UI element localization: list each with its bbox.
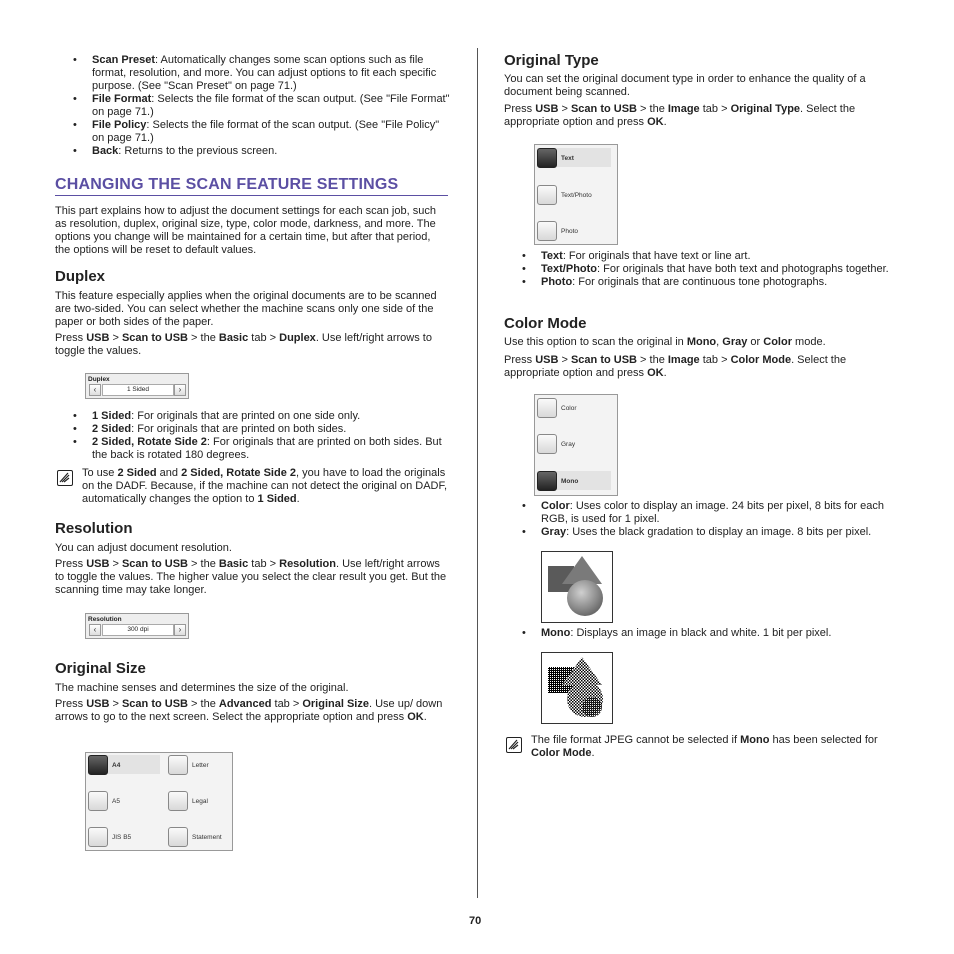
original-type-panel xyxy=(534,144,618,245)
option-statement-button[interactable] xyxy=(168,827,188,847)
option-mono-button[interactable] xyxy=(537,471,557,491)
duplex-options-list xyxy=(55,410,450,462)
list-item: • 2 Sided: For originals that are printed on both sides. xyxy=(55,423,450,436)
option-color-label: Color xyxy=(561,405,577,412)
original-size-instructions: Press USB > Scan to USB > the Advanced tab > Original Size. Use up/ down arrows to go to the next screen. Select the appropriate option and press OK. xyxy=(55,698,443,723)
right-arrow-button[interactable]: › xyxy=(174,384,186,396)
section-title: CHANGING THE SCAN FEATURE SETTINGS xyxy=(55,176,448,196)
option-letter-button[interactable] xyxy=(168,755,188,775)
list-item: • 1 Sided: For originals that are printed on one side only. xyxy=(55,410,450,423)
original-size-description: The machine senses and determines the size of the original. xyxy=(55,682,349,694)
list-item: • Back: Returns to the previous screen. xyxy=(55,145,450,158)
color-mode-panel xyxy=(534,394,618,496)
option-statement-label: Statement xyxy=(192,834,222,841)
original-type-description: You can set the original document type in order to enhance the quality of a document being scanned. xyxy=(504,73,866,98)
list-item: • Gray: Uses the black gradation to display an image. 8 bits per pixel. xyxy=(504,526,899,539)
option-gray-button[interactable] xyxy=(537,434,557,454)
resolution-description: You can adjust document resolution. xyxy=(55,542,232,554)
list-item: • Scan Preset: Automatically changes some scan options such as file format, resolution, and more. You can adjust options to fit each specific purpose. (See "Scan Preset" on page 71.) xyxy=(55,54,450,93)
option-color-button[interactable] xyxy=(537,398,557,418)
option-a5-button[interactable] xyxy=(88,791,108,811)
scan-options-list xyxy=(55,54,450,158)
option-photo-label: Photo xyxy=(561,228,578,235)
duplex-heading: Duplex xyxy=(55,268,106,285)
duplex-spinner xyxy=(85,373,189,399)
list-item: • Color: Uses color to display an image. 24 bits per pixel, 8 bits for each RGB, is used for 1 pixel. xyxy=(504,500,899,526)
list-item: • Mono: Displays an image in black and white. 1 bit per pixel. xyxy=(504,627,899,640)
option-jis-b5-button[interactable] xyxy=(88,827,108,847)
option-jis-b5-label: JIS B5 xyxy=(112,834,132,841)
list-item: • Text/Photo: For originals that have both text and photographs together. xyxy=(504,263,899,276)
resolution-instructions: Press USB > Scan to USB > the Basic tab > Resolution. Use left/right arrows to toggle the values. The higher value you select the clear result you get. But the scanning time may take longer. xyxy=(55,558,447,596)
color-mode-note: The file format JPEG cannot be selected if Mono has been selected for Color Mode. xyxy=(531,734,878,759)
page-number: 70 xyxy=(469,915,482,927)
list-item: • 2 Sided, Rotate Side 2: For originals that are printed on both sides. But the back is rotated 180 degrees. xyxy=(55,436,450,462)
option-text-button[interactable] xyxy=(537,148,557,168)
color-mode-heading: Color Mode xyxy=(504,315,587,332)
resolution-spinner xyxy=(85,613,189,639)
option-photo-button[interactable] xyxy=(537,221,557,241)
mono-option-list xyxy=(504,627,899,640)
original-size-heading: Original Size xyxy=(55,660,146,677)
note-icon xyxy=(57,470,73,486)
section-intro: This part explains how to adjust the document settings for each scan job, such as resolution, duplex, original size, type, color mode, darkness, and more. The options you change will be maintained for a certain time, but after that period, the options will be reset to default values. xyxy=(55,205,436,256)
left-arrow-button[interactable]: ‹ xyxy=(89,384,101,396)
right-arrow-button[interactable]: › xyxy=(174,624,186,636)
option-gray-label: Gray xyxy=(561,441,576,448)
option-text-photo-button[interactable] xyxy=(537,185,557,205)
duplex-value: 1 Sided xyxy=(102,384,174,396)
color-mode-options-list xyxy=(504,500,899,539)
list-item: • File Policy: Selects the file format of the scan output. (See "File Policy" on page 71.) xyxy=(55,119,450,145)
duplex-description: This feature especially applies when the original documents are to be scanned are two-sided. You can select whether the machine scans only one side of the paper or both sides of the paper. xyxy=(55,290,437,328)
option-legal-button[interactable] xyxy=(168,791,188,811)
option-legal-label: Legal xyxy=(192,798,208,805)
option-a4-label: A4 xyxy=(112,762,121,769)
list-item: • Photo: For originals that are continuous tone photographs. xyxy=(504,276,899,289)
duplex-spinner-title: Duplex xyxy=(88,376,110,383)
list-item: • File Format: Selects the file format of the scan output. (See "File Format" on page 71.) xyxy=(55,93,450,119)
option-a5-label: A5 xyxy=(112,798,120,805)
resolution-heading: Resolution xyxy=(55,520,133,537)
list-item: • Text: For originals that have text or line art. xyxy=(504,250,899,263)
color-mode-description: Use this option to scan the original in Mono, Gray or Color mode. xyxy=(504,336,826,348)
mono-sample-image xyxy=(541,652,613,724)
resolution-value: 300 dpi xyxy=(102,624,174,636)
resolution-spinner-title: Resolution xyxy=(88,616,122,623)
left-arrow-button[interactable]: ‹ xyxy=(89,624,101,636)
option-letter-label: Letter xyxy=(192,762,209,769)
duplex-note: To use 2 Sided and 2 Sided, Rotate Side 2, you have to load the originals on the DADF. Because, if the machine can not detect the original on DADF, automatically changes the option to 1 Sided. xyxy=(82,467,448,505)
column-divider xyxy=(477,48,478,898)
original-type-instructions: Press USB > Scan to USB > the Image tab > Original Type. Select the appropriate option and press OK. xyxy=(504,103,856,128)
original-type-heading: Original Type xyxy=(504,52,599,69)
option-text-label: Text xyxy=(561,155,574,162)
original-type-options-list xyxy=(504,250,899,289)
color-mode-instructions: Press USB > Scan to USB > the Image tab > Color Mode. Select the appropriate option and press OK. xyxy=(504,354,847,379)
option-mono-label: Mono xyxy=(561,478,579,485)
original-size-panel xyxy=(85,752,233,851)
option-text-photo-label: Text/Photo xyxy=(561,192,592,199)
duplex-instructions: Press USB > Scan to USB > the Basic tab > Duplex. Use left/right arrows to toggle the values. xyxy=(55,332,432,357)
gray-sample-image xyxy=(541,551,613,623)
note-icon xyxy=(506,737,522,753)
option-a4-button[interactable] xyxy=(88,755,108,775)
